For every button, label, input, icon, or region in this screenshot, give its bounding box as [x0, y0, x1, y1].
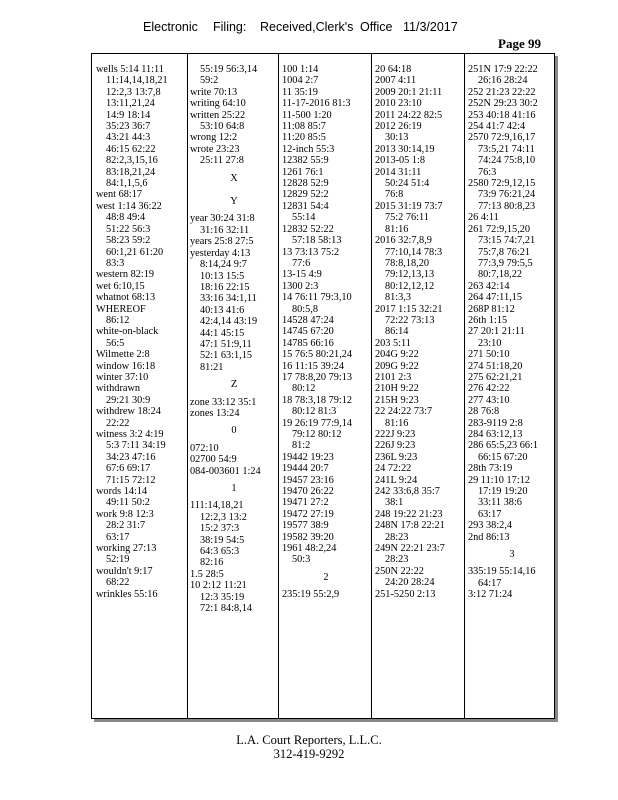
index-entry: writing 64:10 [190, 98, 246, 110]
header-date: 11/3/2017 [403, 20, 458, 34]
index-entry: 5:3 7:11 34:19 [106, 440, 166, 452]
index-entry: 14745 67:20 [282, 326, 334, 338]
index-entry: 2011 24:22 82:5 [375, 109, 443, 121]
index-entry: 84:1,1,5,6 [106, 178, 148, 190]
index-entry: 226J 9:23 [375, 440, 416, 452]
index-entry: 38:19 54:5 [200, 534, 245, 546]
index-entry: 26:16 28:24 [478, 75, 528, 87]
index-entry: 11:08 85:7 [282, 121, 326, 133]
index-entry: 250N 22:22 [375, 565, 424, 577]
index-entry: 75:7,8 76:21 [478, 246, 531, 258]
index-entry: 254 41:7 42:4 [468, 121, 526, 133]
index-entry: yesterday 4:13 [190, 247, 251, 259]
index-entry: 47:1 51:9,11 [200, 338, 252, 350]
index-entry: working 27:13 [96, 543, 157, 555]
index-entry: 31:16 32:11 [200, 224, 250, 236]
index-entry: 23:10 [478, 337, 502, 349]
index-entry: 12:3 35:19 [200, 591, 245, 603]
index-entry: western 82:19 [96, 269, 155, 281]
index-entry: 63:17 [478, 508, 502, 520]
index-entry: 268P 81:12 [468, 303, 515, 315]
index-entry: 11:20 85:5 [282, 132, 326, 144]
index-entry: 12829 52:2 [282, 189, 329, 201]
index-entry: whatnot 68:13 [96, 292, 156, 304]
index-entry: 222J 9:23 [375, 429, 416, 440]
index-entry: 55:14 [292, 212, 316, 224]
header-office: Office [360, 20, 393, 34]
index-entry: 13:11,21,24 [106, 98, 155, 110]
index-entry: 248 19:22 21:23 [375, 508, 443, 520]
index-entry: 34:23 47:16 [106, 451, 156, 463]
index-entry: 38:1 [385, 497, 404, 509]
index-entry: 2013-05 1:8 [375, 155, 426, 167]
index-entry: 52:1 63:1,15 [200, 350, 253, 362]
index-entry: 15 76:5 80:21,24 [282, 349, 353, 361]
index-entry: 1300 2:3 [282, 280, 319, 292]
header-received: Received,Clerk's [260, 20, 354, 34]
index-entry: 81:3,3 [385, 292, 412, 304]
index-entry: 286 65:5,23 66:1 [468, 440, 539, 452]
index-entry: 46:15 62:22 [106, 143, 156, 155]
index-entry: 284 63:12,13 [468, 429, 523, 440]
index-entry: 63:17 [106, 531, 130, 543]
index-entry: 27 20:1 21:11 [468, 326, 525, 338]
index-entry: 1.5 28:5 [190, 568, 224, 580]
index-entry: 1961 48:2,24 [282, 543, 337, 555]
footer-company: L.A. Court Reporters, L.L.C. [236, 733, 382, 747]
index-entry: wet 6:10,15 [96, 280, 145, 292]
index-entry: 75:2 76:11 [385, 212, 429, 224]
index-entry: 16 11:15 39:24 [282, 360, 344, 372]
index-entry: 22:22 [106, 417, 130, 429]
index-entry: 11 35:19 [282, 86, 318, 98]
index-entry: 72:22 73:13 [385, 314, 435, 326]
index-entry: 14:9 18:14 [106, 109, 151, 121]
footer-phone: 312-419-9292 [273, 747, 345, 761]
index-entry: 51:22 56:3 [106, 223, 151, 235]
index-entry: 14785 66:16 [282, 337, 334, 349]
index-entry: year 30:24 31:8 [190, 213, 255, 225]
index-entry: 14 76:11 79:3,10 [282, 292, 352, 304]
index-entry: withdrew 18:24 [96, 406, 161, 418]
index-entry: 53:10 64:8 [200, 121, 245, 133]
index-entry: 084-003601 1:24 [190, 465, 261, 477]
index-entry: 252 21:23 22:22 [468, 86, 536, 98]
index-entry: 33:16 34:1,11 [200, 293, 257, 305]
index-entry: 68:22 [106, 577, 130, 589]
index-entry: 275 62:21,21 [468, 371, 523, 383]
index-entry: 73:15 74:7,21 [478, 235, 536, 247]
index-entry: 13-15 4:9 [282, 269, 322, 281]
index-entry: 76:3 [478, 166, 497, 178]
index-entry: 28 76:8 [468, 406, 500, 418]
index-entry: 241L 9:24 [375, 474, 418, 486]
index-entry: 264 47:11,15 [468, 292, 522, 304]
index-entry: 80:12,12,12 [385, 280, 435, 292]
index-column-3 [282, 64, 370, 601]
index-entry: 253 40:18 41:16 [468, 109, 536, 121]
index-entry: 274 51:18,20 [468, 360, 523, 372]
index-entry: 76:8 [385, 189, 404, 201]
index-letter-heading: 3 [509, 549, 515, 561]
index-entry: 203 5:11 [375, 337, 411, 349]
index-entry: window 16:18 [96, 360, 156, 372]
page-number: Page 99 [498, 36, 541, 51]
index-entry: 15:2 37:3 [200, 523, 240, 535]
index-entry: 276 42:22 [468, 383, 510, 395]
index-entry: 19470 26:22 [282, 486, 334, 498]
index-entry: 50:3 [292, 554, 311, 566]
index-entry: 11-500 1:20 [282, 109, 332, 121]
index-entry: words 14:14 [96, 486, 148, 498]
index-entry: 35:23 36:7 [106, 121, 151, 133]
index-entry: 73:9 76:21,24 [478, 189, 536, 201]
index-entry: 18 78:3,18 79:12 [282, 394, 353, 406]
index-entry: 48:8 49:4 [106, 212, 146, 224]
index-entry: 29:21 30:9 [106, 394, 151, 406]
index-entry: witness 3:2 4:19 [96, 429, 164, 440]
index-entry: 12-inch 55:3 [282, 143, 335, 155]
index-entry: 2009 20:1 21:11 [375, 86, 443, 98]
index-entry: 74:24 75:8,10 [478, 155, 536, 167]
index-entry: 19444 20:7 [282, 463, 329, 475]
index-entry: 252N 29:23 30:2 [468, 98, 538, 110]
index-entry: 209G 9:22 [375, 360, 419, 372]
index-entry: 44:1 45:15 [200, 327, 245, 339]
index-entry: 86:14 [385, 326, 409, 338]
index-entry: 2007 4:11 [375, 75, 417, 87]
index-entry: 20 64:18 [375, 64, 412, 75]
index-entry: 58:23 59:2 [106, 235, 151, 247]
index-entry: 79:12 80:12 [292, 429, 342, 440]
index-entry: 248N 17:8 22:21 [375, 520, 445, 532]
index-entry: wouldn't 9:17 [96, 565, 153, 577]
index-entry: west 1:14 36:22 [96, 200, 162, 212]
index-entry: 33:11 38:6 [478, 497, 522, 509]
index-entry: zones 13:24 [190, 407, 240, 419]
index-entry: 73:5,21 74:11 [478, 143, 535, 155]
index-entry: 2013 30:14,19 [375, 143, 435, 155]
index-entry: 2015 31:19 73:7 [375, 200, 443, 212]
index-entry: wells 5:14 11:11 [96, 64, 164, 75]
index-entry: wrinkles 55:16 [96, 588, 158, 600]
index-entry: 2012 26:19 [375, 121, 422, 133]
column-divider [278, 54, 279, 718]
index-entry: 28:23 [385, 531, 409, 543]
index-entry: 83:3 [106, 257, 125, 269]
index-entry: 251N 17:9 22:22 [468, 64, 538, 75]
index-entry: 82:2,3,15,16 [106, 155, 158, 167]
index-entry: 81:16 [385, 417, 409, 429]
index-entry: 83:18,21,24 [106, 166, 156, 178]
index-entry: 72:1 84:8,14 [200, 603, 253, 615]
index-entry: 67:6 69:17 [106, 463, 151, 475]
index-entry: 24:20 28:24 [385, 577, 435, 589]
index-entry: 111:14,18,21 [190, 500, 244, 512]
index-entry: 2570 72:9,16,17 [468, 132, 536, 144]
index-entry: 19457 23:16 [282, 474, 334, 486]
index-entry: 40:13 41:6 [200, 304, 245, 316]
index-letter-heading: X [230, 172, 238, 184]
index-entry: 79:12,13,13 [385, 269, 435, 281]
index-entry: 59:2 [200, 75, 219, 87]
index-entry: 293 38:2,4 [468, 520, 513, 532]
index-entry: wrote 23:23 [190, 143, 240, 155]
index-entry: 81:2 [292, 440, 311, 452]
index-entry: 12832 52:22 [282, 223, 334, 235]
index-entry: 18:16 22:15 [200, 281, 250, 293]
index-entry: 17:19 19:20 [478, 486, 528, 498]
index-letter-heading: Z [230, 379, 238, 391]
index-entry: 02700 54:9 [190, 454, 237, 466]
index-entry: 271 50:10 [468, 349, 510, 361]
index-entry: 2101 2:3 [375, 371, 412, 383]
index-entry: 2017 1:15 32:21 [375, 303, 443, 315]
index-entry: 283-9119 2:8 [468, 417, 523, 429]
index-entry: WHEREOF [96, 303, 146, 315]
index-entry: white-on-black [96, 326, 159, 338]
index-entry: 30:13 [385, 132, 409, 144]
index-entry: 60:1,21 61:20 [106, 246, 164, 258]
index-column-5 [468, 64, 556, 601]
index-entry: 77:3,9 79:5,5 [478, 257, 533, 269]
index-entry: 12828 52:9 [282, 178, 329, 190]
index-entry: 12:2,3 13:2 [200, 511, 247, 523]
index-entry: 80:7,18,22 [478, 269, 523, 281]
index-letter-heading: 1 [231, 483, 237, 494]
index-entry: 86:12 [106, 314, 130, 326]
column-divider [187, 54, 188, 718]
index-entry: 24 72:22 [375, 463, 412, 475]
index-entry: 42:4,14 43:19 [200, 316, 258, 328]
index-entry: 2580 72:9,12,15 [468, 178, 536, 190]
index-entry: 57:18 58:13 [292, 235, 342, 247]
index-entry: 22 24:22 73:7 [375, 406, 433, 418]
index-entry: 235:19 55:2,9 [282, 589, 340, 601]
index-entry: 19472 27:19 [282, 508, 334, 520]
index-entry: 8:14,24 9:7 [200, 259, 247, 271]
index-entry: 29 11:10 17:12 [468, 474, 530, 486]
index-letter-heading: 2 [323, 571, 329, 583]
index-entry: 12:2,3 13:7,8 [106, 86, 161, 98]
index-entry: 19582 39:20 [282, 531, 334, 543]
index-entry: 2014 31:11 [375, 166, 422, 178]
index-entry: 49:11 50:2 [106, 497, 150, 509]
index-entry: 242 33:6,8 35:7 [375, 486, 440, 498]
index-entry: 28:23 [385, 554, 409, 566]
index-entry: years 25:8 27:5 [190, 236, 254, 248]
index-entry: 19 26:19 77:9,14 [282, 417, 353, 429]
index-entry: 43:21 44:3 [106, 132, 151, 144]
index-entry: 3:12 71:24 [468, 589, 513, 601]
index-entry: 2016 32:7,8,9 [375, 235, 432, 247]
index-entry: 19577 38:9 [282, 520, 329, 532]
index-entry: 71:15 72:12 [106, 474, 156, 486]
index-entry: 12831 54:4 [282, 200, 329, 212]
index-entry: 10:13 15:5 [200, 270, 245, 282]
index-entry: 26th 1:15 [468, 314, 508, 326]
header-filing: Filing: [213, 20, 247, 34]
index-entry: 11-17-2016 81:3 [282, 98, 351, 110]
index-entry: 12382 55:9 [282, 155, 329, 167]
index-entry: 28th 73:19 [468, 463, 513, 475]
index-entry: written 25:22 [190, 109, 246, 121]
index-frame [91, 53, 555, 719]
index-entry: 1004 2:7 [282, 75, 319, 87]
index-entry: 52:19 [106, 554, 130, 566]
index-entry: 100 1:14 [282, 64, 319, 75]
index-entry: 19442 19:23 [282, 451, 334, 463]
index-letter-heading: 0 [231, 425, 237, 437]
index-entry: 215H 9:23 [375, 394, 419, 406]
index-entry: 2nd 86:13 [468, 531, 510, 543]
index-entry: 28:2 31:7 [106, 520, 146, 532]
index-entry: went 68:17 [96, 189, 143, 201]
index-entry: 2010 23:10 [375, 98, 422, 110]
index-entry: 78:8,18,20 [385, 257, 430, 269]
index-entry: 072:10 [190, 442, 219, 454]
index-entry: winter 37:10 [96, 371, 149, 383]
index-entry: 81:16 [385, 223, 409, 235]
index-entry: 277 43:10 [468, 394, 510, 406]
index-entry: 204G 9:22 [375, 349, 419, 361]
index-entry: 56:5 [106, 337, 125, 349]
index-entry: 17 78:8,20 79:13 [282, 371, 353, 383]
index-entry: 26 4:11 [468, 212, 499, 224]
index-entry: 64:17 [478, 577, 502, 589]
index-entry: 263 42:14 [468, 280, 510, 292]
index-entry: withdrawn [96, 383, 141, 395]
index-letter-heading: Y [230, 196, 238, 208]
index-entry: Wilmette 2:8 [96, 349, 150, 361]
index-entry: 1261 76:1 [282, 166, 324, 178]
index-entry: 80:12 81:3 [292, 406, 337, 418]
index-entry: work 9:8 12:3 [96, 508, 154, 520]
index-entry: 249N 22:21 23:7 [375, 543, 445, 555]
index-entry: 13 73:13 75:2 [282, 246, 340, 258]
index-entry: 251-5250 2:13 [375, 588, 436, 600]
index-entry: 55:19 56:3,14 [200, 64, 258, 75]
index-column-2 [190, 64, 278, 614]
index-entry: 50:24 51:4 [385, 178, 430, 190]
index-entry: 10 2:12 11:21 [190, 580, 247, 592]
index-entry: 261 72:9,15,20 [468, 223, 531, 235]
index-entry: 19471 27:2 [282, 497, 329, 509]
index-entry: 66:15 67:20 [478, 451, 528, 463]
index-entry: 14528 47:24 [282, 314, 334, 326]
header-electronic: Electronic [143, 20, 198, 34]
index-entry: 77:6 [292, 257, 311, 269]
index-entry: 64:3 65:3 [200, 546, 240, 558]
index-entry: 210H 9:22 [375, 383, 419, 395]
column-divider [464, 54, 465, 718]
index-entry: 77:13 80:8,23 [478, 200, 536, 212]
index-entry: 82:16 [200, 557, 224, 569]
index-entry: zone 33:12 35:1 [190, 396, 257, 408]
index-entry: 335:19 55:14,16 [468, 566, 536, 578]
index-entry: wrong 12:2 [190, 132, 238, 144]
index-entry: 80:5,8 [292, 303, 319, 315]
index-entry: 25:11 27:8 [200, 155, 244, 167]
column-divider [371, 54, 372, 718]
index-entry: 77:10,14 78:3 [385, 246, 443, 258]
index-column-4 [375, 64, 463, 600]
index-entry: write 70:13 [190, 86, 238, 98]
index-entry: 11:14,14,18,21 [106, 75, 168, 87]
index-column-1 [96, 64, 184, 600]
index-entry: 81:21 [200, 361, 224, 373]
index-entry: 236L 9:23 [375, 451, 418, 463]
index-entry: 80:12 [292, 383, 316, 395]
